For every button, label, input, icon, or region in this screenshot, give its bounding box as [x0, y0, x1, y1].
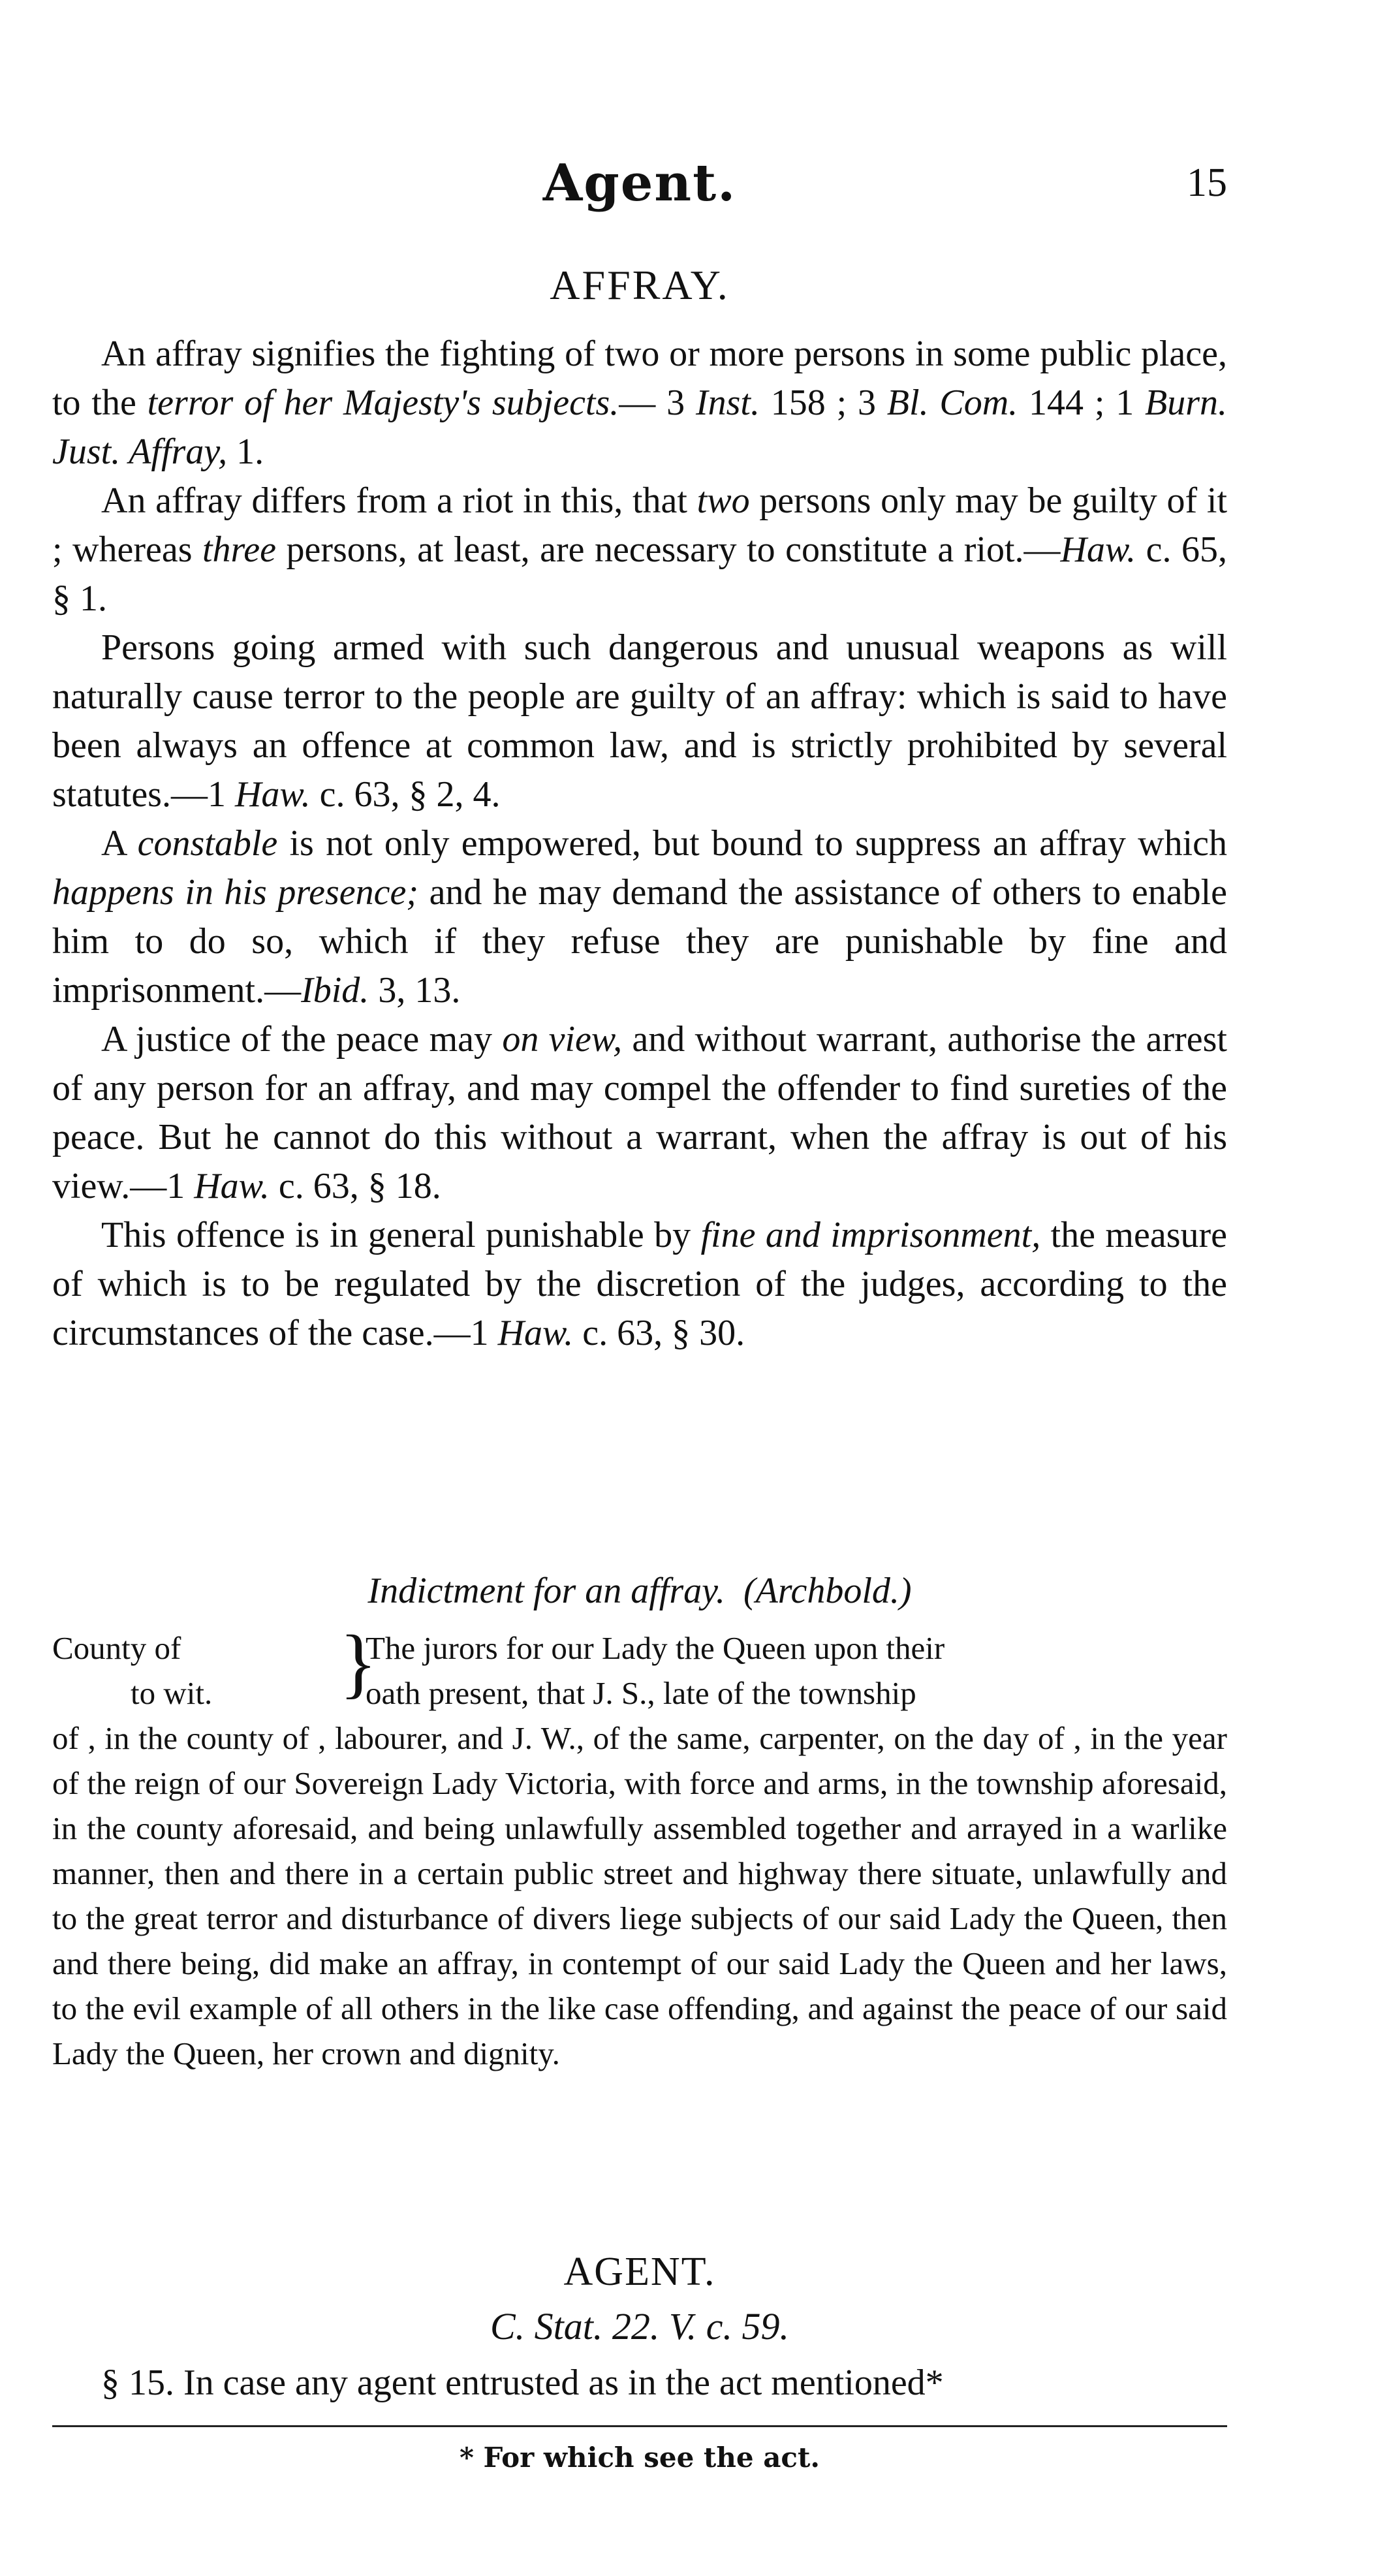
page	[52, 0, 1227, 2576]
indictment-title: Indictment for an affray. (Archbold.)	[367, 1571, 912, 1611]
indictment-form	[52, 1619, 1227, 2076]
paragraph: A constable is not only empowered, but bound to suppress an affray which happens in his presence; and he may demand the assistance of others to enable him to do so, which if they refuse they are punishable by fine and imprisonment.—Ibid. 3, 13.	[52, 823, 1227, 1011]
paragraph: This offence is in general punishable by fine and imprisonment, the measure of which is to be regulated by the discretion of the judges, according to the circumstances of the case.—1 Haw. c. 63, § 30.	[52, 1215, 1227, 1353]
brace: }	[339, 1619, 377, 1706]
section-title-agent: AGENT.	[563, 2250, 716, 2294]
affray-body	[52, 330, 1227, 1358]
paragraph: Persons going armed with such dangerous and unusual weapons as will naturally cause terror to the people are guilty of an affray: which is said to have been always an offence at common law, and is strictly prohibited by several statutes.—1 Haw. c. 63, § 2, 4.	[52, 627, 1227, 815]
footnote: * For which see the act.	[459, 2442, 820, 2474]
indictment-body: of , in the county of , labourer, and J. W., of the same, carpenter, on the day of , in the year of the reign of our Sovereign Lady Victoria, with force and arms, in the township aforesaid, in the county aforesaid, and being unlawfully assembled together and arrayed in a warlike manner, then and there in a certain public street and highway there situate, unlawfully and to the great terror and disturbance of divers liege subjects of our said Lady the Queen, then and there being, did make an affray, in contempt of our said Lady the Queen and her laws, to the evil example of all others in the like case offending, and against the peace of our said Lady the Queen, her crown and dignity.	[52, 1720, 1227, 2071]
running-head: Agent.	[542, 153, 737, 213]
paragraph: An affray differs from a riot in this, that two persons only may be guilty of it ; whereas three persons, at least, are necessary to constitute a riot.—Haw. c. 65, § 1.	[52, 480, 1227, 619]
footnote-rule	[52, 2425, 1227, 2427]
indictment-opening: The jurors for our Lady the Queen upon their oath present, that J. S., late of the township	[366, 1630, 945, 1711]
venue-caption: County of to wit.	[52, 1630, 213, 1711]
paragraph: A justice of the peace may on view, and without warrant, authorise the arrest of any person for an affray, and may compel the offender to find sureties of the peace. But he cannot do this without a warrant, when the affray is out of his view.—1 Haw. c. 63, § 18.	[52, 1019, 1227, 1206]
indictment-heading	[52, 1619, 1227, 1716]
paragraph: An affray signifies the fighting of two or more persons in some public place, to the terror of her Majesty's subjects.— 3 Inst. 158 ; 3 Bl. Com. 144 ; 1 Burn. Just. Affray, 1.	[52, 334, 1228, 472]
page-number: 15	[1187, 161, 1227, 205]
page-header	[52, 153, 1227, 232]
statute-citation: C. Stat. 22. V. c. 59.	[490, 2305, 790, 2348]
section-title-affray: AFFRAY.	[550, 262, 730, 308]
section-15-text: § 15. In case any agent entrusted as in the act mentioned*	[101, 2363, 944, 2403]
